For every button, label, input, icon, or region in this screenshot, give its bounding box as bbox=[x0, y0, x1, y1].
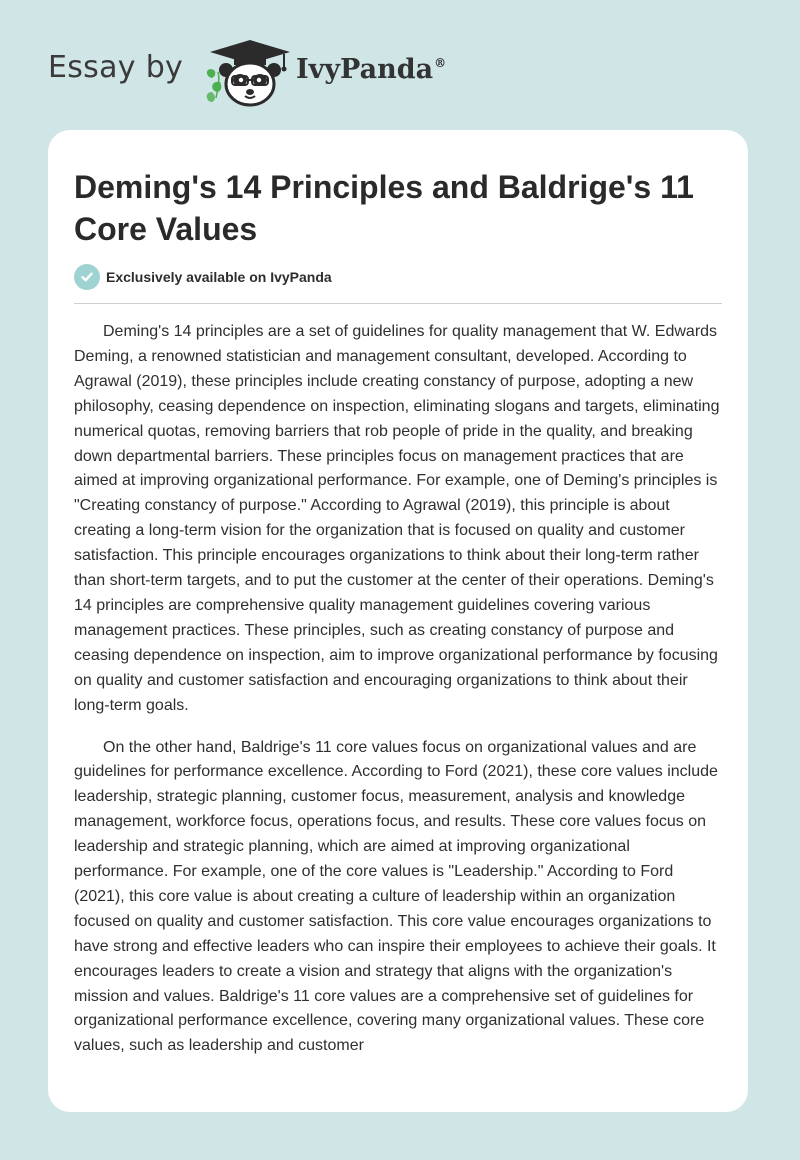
paragraph: On the other hand, Baldrige's 11 core values focus on organizational values and are guidelines for performance excellence. According to Ford (2021), these core values include leadership, strategic planning, customer focus, measurement, analysis and knowledge management, workforce focus, operations focus, and results. These core values focus on leadership and strategic planning, which are aimed at improving organizational performance. For example, one of the core values is "Leadership." According to Ford (2021), this core value is about creating a culture of leadership within an organization focused on quality and customer satisfaction. This core value encourages organizations to have strong and effective leaders who can inspire their employees to achieve their goals. It encourages leaders to create a vision and strategy that aligns with the organization's mission and values. Baldrige's 11 core values are a comprehensive set of guidelines for organizational performance excellence, covering many organizational values. These core values, such as leadership and customer bbox=[74, 738, 718, 1055]
ivy-leaf-icon bbox=[207, 69, 222, 102]
essay-by-label: Essay by bbox=[48, 50, 184, 85]
article-body bbox=[74, 320, 726, 1076]
divider bbox=[74, 303, 722, 304]
panda-face-icon bbox=[219, 63, 281, 105]
badge-label: Exclusively available on IvyPanda bbox=[106, 269, 332, 285]
brand-label: IvyPanda bbox=[296, 54, 434, 85]
page-title: Deming's 14 Principles and Baldrige's 11 Core Values bbox=[74, 169, 694, 247]
checkmark-icon bbox=[74, 264, 100, 290]
site-header bbox=[0, 0, 800, 130]
brand-name[interactable] bbox=[296, 54, 446, 85]
registered-mark: ® bbox=[434, 56, 447, 70]
exclusive-badge bbox=[74, 264, 332, 290]
paragraph: Deming's 14 principles are a set of guidelines for quality management that W. Edwards Deming, a renowned statistician and management consultant, developed. According to Agrawal (2019), these principles include creating constancy of purpose, adopting a new philosophy, ceasing dependence on inspection, eliminating slogans and targets, eliminating numerical quotas, removing barriers that rob people of pride in the quality, and breaking down departmental barriers. These principles focus on management practices that are aimed at improving organizational performance. For example, one of Deming's principles is "Creating constancy of purpose." According to Agrawal (2019), this principle is about creating a long-term vision for the organization that is focused on quality and customer satisfaction. This principle encourages organizations to think about their long-term rather than short-term targets, and to put the customer at the center of their operations. Deming's 14 principles are comprehensive quality management guidelines covering various management practices. These principles, such as creating constancy of purpose and ceasing dependence on inspection, aim to improve organizational performance by focusing on quality and customer satisfaction and encouraging organizations to think about their long-term goals. bbox=[74, 323, 720, 714]
ivypanda-logo-icon[interactable] bbox=[200, 36, 292, 108]
article-card bbox=[48, 130, 748, 1112]
